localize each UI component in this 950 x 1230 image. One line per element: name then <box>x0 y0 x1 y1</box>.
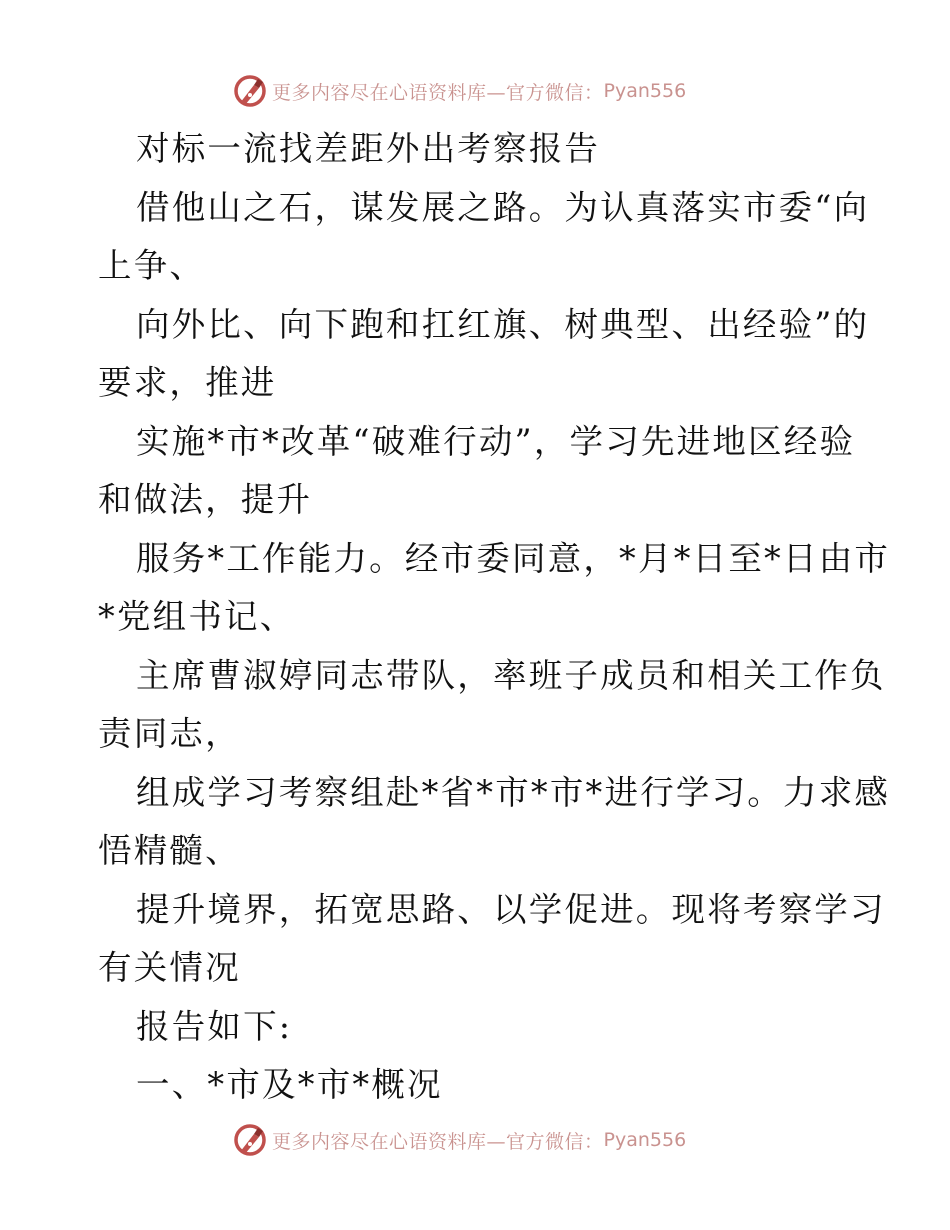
paragraph-line: 悟精髓、 <box>98 831 241 870</box>
paragraph-line: 报告如下: <box>136 1006 293 1046</box>
paragraph-line: 和做法，提升 <box>98 480 313 519</box>
paragraph-line: 借他山之石，谋发展之路。为认真落实市委“向 <box>136 187 870 227</box>
banner-wechat-id: Pyan556 <box>603 80 687 102</box>
paragraph-line: 实施*市*改革“破难行动”，学习先进地区经验 <box>136 421 856 461</box>
paragraph-line: 主席曹淑婷同志带队，率班子成员和相关工作负 <box>136 655 886 695</box>
paragraph-line: 组成学习考察组赴*省*市*市*进行学习。力求感 <box>136 772 891 812</box>
paragraph-line: 要求，推进 <box>98 363 277 402</box>
banner-wechat-id: Pyan556 <box>603 1129 687 1151</box>
paragraph-line: 有关情况 <box>98 948 241 987</box>
paragraph-line: 向外比、向下跑和扛红旗、树典型、出经验”的 <box>136 304 870 344</box>
section-heading: 一、*市及*市*概况 <box>136 1065 443 1104</box>
paragraph-line: 上争、 <box>98 246 206 285</box>
paragraph-line: 责同志， <box>98 714 241 753</box>
paragraph-line: 服务*工作能力。经市委同意，*月*日至*日由市 <box>136 538 891 578</box>
pen-logo-icon <box>232 73 268 109</box>
header-watermark-banner <box>232 72 686 110</box>
banner-text: 更多内容尽在心语资料库—官方微信： <box>272 81 604 104</box>
banner-text: 更多内容尽在心语资料库—官方微信： <box>272 1130 604 1153</box>
document-title: 对标一流找差距外出考察报告 <box>136 129 601 168</box>
paragraph-line: *党组书记、 <box>98 597 296 636</box>
footer-watermark-banner <box>232 1121 686 1159</box>
document-body <box>98 120 891 1115</box>
paragraph-line: 提升境界，拓宽思路、以学促进。现将考察学习 <box>136 889 886 929</box>
pen-logo-icon <box>232 1122 268 1158</box>
